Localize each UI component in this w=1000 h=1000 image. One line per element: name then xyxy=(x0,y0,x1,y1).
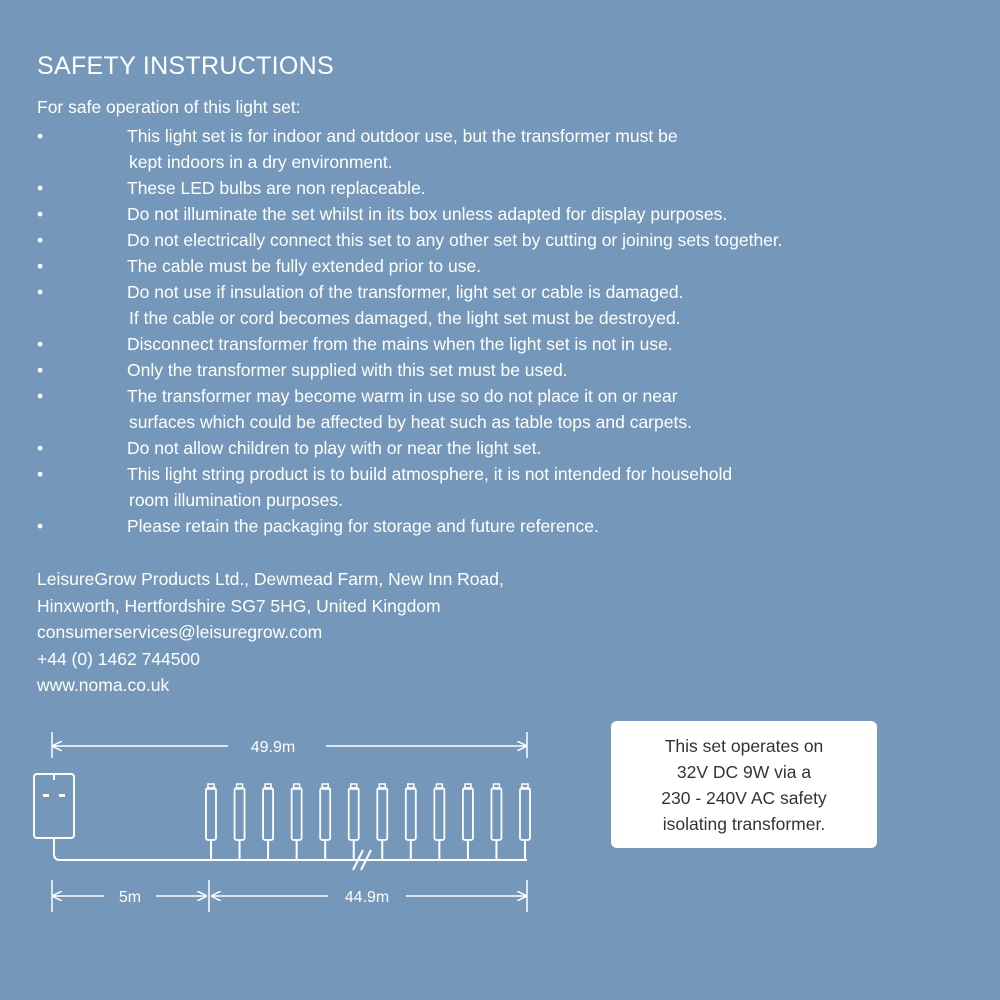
address-line-1: LeisureGrow Products Ltd., Dewmead Farm, New Inn Road, xyxy=(37,569,504,589)
safety-instructions-list xyxy=(37,123,937,539)
instruction-item xyxy=(37,175,937,201)
bullet-icon: • xyxy=(37,126,44,146)
power-info-box xyxy=(611,721,877,848)
instruction-text: This light set is for indoor and outdoor use, but the transformer must be xyxy=(127,126,678,146)
led-bulb-icon xyxy=(292,784,302,860)
cable xyxy=(54,838,527,860)
instruction-text: The transformer may become warm in use so do not place it on or near xyxy=(127,386,678,406)
instruction-item xyxy=(37,253,937,279)
led-bulb-icon xyxy=(406,784,416,860)
bullet-icon: • xyxy=(37,282,44,302)
lit-length-dimension xyxy=(212,880,527,912)
instruction-text: Only the transformer supplied with this set must be used. xyxy=(127,360,568,380)
instruction-text: room illumination purposes. xyxy=(129,490,343,510)
instruction-text: The cable must be fully extended prior to use. xyxy=(127,256,482,276)
instruction-item xyxy=(37,227,937,253)
info-box-line: 230 - 240V AC safety xyxy=(661,787,827,808)
instruction-text: Do not use if insulation of the transformer, light set or cable is damaged. xyxy=(127,282,684,302)
total-length-dimension xyxy=(52,732,527,758)
instruction-text: Do not illuminate the set whilst in its box unless adapted for display purposes. xyxy=(127,204,728,224)
bullet-icon: • xyxy=(37,204,44,224)
bullet-icon: • xyxy=(37,386,44,406)
led-bulb-icon xyxy=(377,784,387,860)
total-length-label: 49.9m xyxy=(250,739,296,756)
instruction-text: This light string product is to build atmosphere, it is not intended for household xyxy=(127,464,733,484)
lead-length-dimension xyxy=(52,880,209,912)
instruction-text: Do not allow children to play with or near the light set. xyxy=(127,438,542,458)
email-address: consumerservices@leisuregrow.com xyxy=(37,622,323,642)
instruction-item xyxy=(37,123,937,175)
instruction-item xyxy=(37,357,937,383)
website: www.noma.co.uk xyxy=(37,675,170,695)
light-set-diagram xyxy=(0,720,600,920)
bullet-icon: • xyxy=(37,256,44,276)
led-bulb-icon xyxy=(235,784,245,860)
instruction-text: If the cable or cord becomes damaged, the light set must be destroyed. xyxy=(129,308,681,328)
bullet-icon: • xyxy=(37,360,44,380)
instruction-item xyxy=(37,383,937,435)
led-bulbs xyxy=(206,784,530,860)
bullet-icon: • xyxy=(37,516,44,536)
instruction-item xyxy=(37,513,937,539)
led-bulb-icon xyxy=(349,784,359,860)
led-bulb-icon xyxy=(520,784,530,860)
intro-text: For safe operation of this light set: xyxy=(37,97,301,117)
instruction-item xyxy=(37,435,937,461)
bullet-icon: • xyxy=(37,334,44,354)
led-bulb-icon xyxy=(491,784,501,860)
led-bulb-icon xyxy=(434,784,444,860)
led-bulb-icon xyxy=(263,784,273,860)
lit-length-label: 44.9m xyxy=(344,889,390,906)
instruction-text: surfaces which could be affected by heat such as table tops and carpets. xyxy=(129,412,692,432)
instruction-text: kept indoors in a dry environment. xyxy=(129,152,393,172)
info-box-line: isolating transformer. xyxy=(662,813,826,834)
instruction-item xyxy=(37,279,937,331)
info-box-line: This set operates on xyxy=(664,735,824,756)
led-bulb-icon xyxy=(463,784,473,860)
company-address xyxy=(37,566,504,699)
instruction-item xyxy=(37,461,937,513)
instruction-text: Please retain the packaging for storage and future reference. xyxy=(127,516,599,536)
led-bulb-icon xyxy=(320,784,330,860)
led-bulb-icon xyxy=(206,784,216,860)
bullet-icon: • xyxy=(37,438,44,458)
instruction-item xyxy=(37,201,937,227)
lead-length-label: 5m xyxy=(118,889,142,906)
instruction-text: Disconnect transformer from the mains when the light set is not in use. xyxy=(127,334,673,354)
page-title: SAFETY INSTRUCTIONS xyxy=(37,52,334,80)
instruction-text: These LED bulbs are non replaceable. xyxy=(127,178,426,198)
info-box-line: 32V DC 9W via a xyxy=(676,761,812,782)
bullet-icon: • xyxy=(37,178,44,198)
instruction-item xyxy=(37,331,937,357)
bullet-icon: • xyxy=(37,464,44,484)
phone-number: +44 (0) 1462 744500 xyxy=(37,648,200,669)
transformer-icon xyxy=(34,774,74,838)
bullet-icon: • xyxy=(37,230,44,250)
instruction-text: Do not electrically connect this set to any other set by cutting or joining sets together. xyxy=(127,230,783,250)
address-line-2: Hinxworth, Hertfordshire SG7 5HG, United Kingdom xyxy=(37,595,441,616)
